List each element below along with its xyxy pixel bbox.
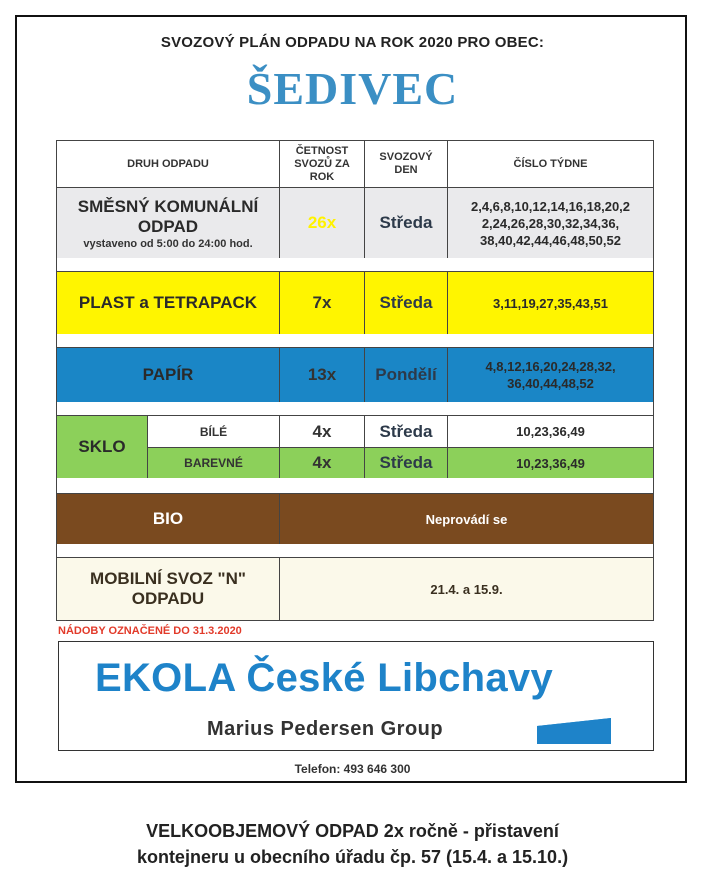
company-group: Marius Pedersen Group xyxy=(207,718,444,740)
paper-frequency: 13x xyxy=(279,347,365,403)
glass-colored-frequency: 4x xyxy=(279,447,365,479)
glass-name: SKLO xyxy=(56,415,148,479)
mixed-waste-name: SMĚSNÝ KOMUNÁLNÍ ODPAD xyxy=(77,196,259,236)
glass-white-weeks: 10,23,36,49 xyxy=(447,415,654,448)
bulky-waste-line-2: kontejneru u obecního úřadu čp. 57 (15.4. a 15.10.) xyxy=(136,847,569,867)
row-separator xyxy=(56,402,654,416)
company-brand: EKOLA České Libchavy xyxy=(95,656,554,700)
company-phone: Telefon: 493 646 300 xyxy=(294,762,411,776)
paper-day: Pondělí xyxy=(364,347,448,403)
row-separator xyxy=(56,544,654,558)
glass-colored-weeks: 10,23,36,49 xyxy=(447,447,654,479)
glass-white-label: BÍLÉ xyxy=(147,415,280,448)
header-frequency: ČETNOST SVOZŮ ZA ROK xyxy=(279,140,365,188)
paper-weeks: 4,8,12,16,20,24,28,32, 36,40,44,48,52 xyxy=(447,347,654,403)
page-heading: SVOZOVÝ PLÁN ODPADU NA ROK 2020 PRO OBEC: xyxy=(160,34,545,51)
mixed-waste-note: vystaveno od 5:00 do 24:00 hod. xyxy=(83,237,253,250)
mobile-collection-name: MOBILNÍ SVOZ "N" ODPADU xyxy=(56,557,280,621)
plastic-weeks: 3,11,19,27,35,43,51 xyxy=(447,271,654,335)
company-logo-box xyxy=(58,641,654,751)
mixed-waste-weeks: 2,4,6,8,10,12,14,16,18,20,2 2,24,26,28,30,32,34,36, 38,40,42,44,46,48,50,52 xyxy=(447,187,654,259)
mixed-waste-frequency xyxy=(279,187,365,259)
header-day: SVOZOVÝ DEN xyxy=(364,140,448,188)
village-name: ŠEDIVEC xyxy=(246,63,459,114)
plastic-frequency: 7x xyxy=(279,271,365,335)
row-separator xyxy=(56,478,654,494)
glass-white-frequency: 4x xyxy=(279,415,365,448)
paper-name: PAPÍR xyxy=(56,347,280,403)
glass-colored-label: BAREVNÉ xyxy=(147,447,280,479)
header-type: DRUH ODPADU xyxy=(56,140,280,188)
mixed-frequency-value: 26x xyxy=(307,213,337,232)
containers-note: NÁDOBY OZNAČENÉ DO 31.3.2020 xyxy=(58,625,242,637)
row-separator xyxy=(56,258,654,272)
bio-name: BIO xyxy=(56,493,280,545)
glass-white-day: Středa xyxy=(364,415,448,448)
bulky-waste-note xyxy=(0,818,705,870)
header-weeks: ČÍSLO TÝDNE xyxy=(447,140,654,188)
mobile-collection-dates: 21.4. a 15.9. xyxy=(279,557,654,621)
plastic-day: Středa xyxy=(364,271,448,335)
bulky-waste-line-1: VELKOOBJEMOVÝ ODPAD 2x ročně - přistavení xyxy=(146,821,559,841)
glass-colored-day: Středa xyxy=(364,447,448,479)
mixed-waste-day: Středa xyxy=(364,187,448,259)
plastic-name: PLAST a TETRAPACK xyxy=(56,271,280,335)
marius-pedersen-logo-icon xyxy=(537,704,611,744)
mixed-waste-name-cell xyxy=(56,187,280,259)
bio-status: Neprovádí se xyxy=(279,493,654,545)
row-separator xyxy=(56,334,654,348)
